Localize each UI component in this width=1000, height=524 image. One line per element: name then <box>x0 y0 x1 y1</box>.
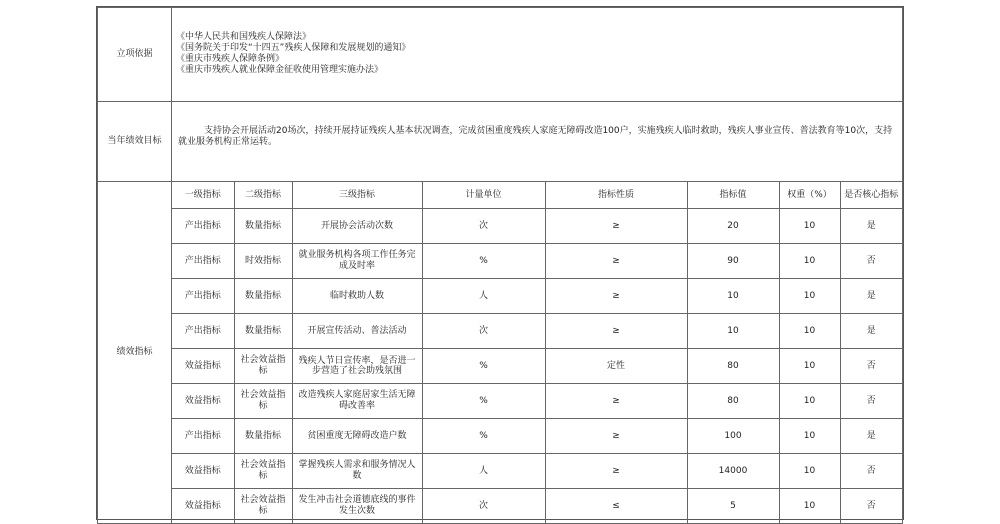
cell-unit: % <box>422 384 545 419</box>
cell-level2: 数量指标 <box>234 314 292 349</box>
target-content <box>172 102 903 182</box>
cell-weight: 10 <box>779 279 840 314</box>
cell-core: 否 <box>840 454 902 489</box>
table-row <box>172 209 902 244</box>
cell-value: 10 <box>687 279 779 314</box>
cell-core: 否 <box>840 349 902 384</box>
cell-level2: 社会效益指标 <box>234 384 292 419</box>
basis-line: 《中华人民共和国残疾人保障法》 <box>176 32 312 42</box>
cell-level2: 数量指标 <box>234 279 292 314</box>
cell-unit: 人 <box>422 279 545 314</box>
cell-weight: 10 <box>779 489 840 524</box>
cell-value: 80 <box>687 349 779 384</box>
cell-weight: 10 <box>779 454 840 489</box>
cell-level3: 掌握残疾人需求和服务情况人数 <box>292 454 422 489</box>
cell-weight: 10 <box>779 349 840 384</box>
header-level1: 一级指标 <box>172 182 234 209</box>
header-nature: 指标性质 <box>545 182 687 209</box>
cell-unit: 次 <box>422 314 545 349</box>
cell-unit: % <box>422 349 545 384</box>
header-unit: 计量单位 <box>422 182 545 209</box>
performance-table <box>97 7 903 524</box>
cell-weight: 10 <box>779 209 840 244</box>
header-value: 指标值 <box>687 182 779 209</box>
cell-level3: 贫困重度无障碍改造户数 <box>292 419 422 454</box>
cell-level1: 产出指标 <box>172 279 234 314</box>
cell-nature: ≥ <box>545 244 687 279</box>
cell-nature: ≥ <box>545 279 687 314</box>
basis-row <box>98 8 903 102</box>
cell-level2: 社会效益指标 <box>234 489 292 524</box>
cell-level2: 社会效益指标 <box>234 454 292 489</box>
cell-unit: 人 <box>422 454 545 489</box>
cell-level1: 效益指标 <box>172 349 234 384</box>
cell-level3: 改造残疾人家庭居家生活无障碍改善率 <box>292 384 422 419</box>
indicators-label: 绩效指标 <box>98 182 172 524</box>
header-level3: 三级指标 <box>292 182 422 209</box>
cell-core: 否 <box>840 489 902 524</box>
basis-line: 《重庆市残疾人就业保障金征收使用管理实施办法》 <box>176 65 384 75</box>
table-row <box>172 279 902 314</box>
cell-value: 5 <box>687 489 779 524</box>
metrics-table <box>172 182 902 523</box>
cell-unit: 次 <box>422 489 545 524</box>
basis-label: 立项依据 <box>98 8 172 102</box>
cell-level3: 开展协会活动次数 <box>292 209 422 244</box>
cell-core: 是 <box>840 314 902 349</box>
cell-weight: 10 <box>779 244 840 279</box>
cell-level2: 数量指标 <box>234 419 292 454</box>
cell-level1: 产出指标 <box>172 419 234 454</box>
cell-level1: 效益指标 <box>172 384 234 419</box>
cell-level3: 发生冲击社会道德底线的事件发生次数 <box>292 489 422 524</box>
table-row <box>172 454 902 489</box>
metrics-header-row <box>172 182 902 209</box>
cell-level3: 就业服务机构各项工作任务完成及时率 <box>292 244 422 279</box>
cell-value: 100 <box>687 419 779 454</box>
table-row <box>172 314 902 349</box>
cell-unit: % <box>422 244 545 279</box>
cell-unit: % <box>422 419 545 454</box>
cell-level2: 数量指标 <box>234 209 292 244</box>
cell-weight: 10 <box>779 384 840 419</box>
cell-level2: 社会效益指标 <box>234 349 292 384</box>
header-core: 是否核心指标 <box>840 182 902 209</box>
basis-content <box>172 8 903 102</box>
cell-core: 否 <box>840 384 902 419</box>
cell-level1: 效益指标 <box>172 454 234 489</box>
header-weight: 权重（%） <box>779 182 840 209</box>
cell-unit: 次 <box>422 209 545 244</box>
cell-nature: ≥ <box>545 419 687 454</box>
table-row <box>172 244 902 279</box>
cell-level1: 效益指标 <box>172 489 234 524</box>
cell-weight: 10 <box>779 419 840 454</box>
target-row <box>98 102 903 182</box>
cell-level1: 产出指标 <box>172 314 234 349</box>
cell-value: 14000 <box>687 454 779 489</box>
cell-weight: 10 <box>779 314 840 349</box>
table-row <box>172 349 902 384</box>
target-text: 支持协会开展活动20场次，持续开展持证残疾人基本状况调查，完成贫困重度残疾人家庭无障碍改造100户，实施残疾人临时救助，残疾人事业宣传、普法教育等10次，支持就业服务机构正常运转。 <box>178 126 893 147</box>
cell-value: 90 <box>687 244 779 279</box>
basis-line: 《国务院关于印发“十四五”残疾人保障和发展规划的通知》 <box>176 43 411 53</box>
cell-value: 80 <box>687 384 779 419</box>
cell-nature: ≤ <box>545 489 687 524</box>
cell-value: 10 <box>687 314 779 349</box>
cell-core: 是 <box>840 209 902 244</box>
table-row <box>172 489 902 524</box>
header-level2: 二级指标 <box>234 182 292 209</box>
cell-nature: ≥ <box>545 454 687 489</box>
indicators-row <box>98 182 903 524</box>
cell-core: 是 <box>840 279 902 314</box>
indicators-content <box>172 182 903 524</box>
cell-level2: 时效指标 <box>234 244 292 279</box>
cell-nature: ≥ <box>545 384 687 419</box>
target-label: 当年绩效目标 <box>98 102 172 182</box>
cell-level3: 残疾人节日宣传率，是否进一步营造了社会助残氛围 <box>292 349 422 384</box>
cell-level3: 临时救助人数 <box>292 279 422 314</box>
table-row <box>172 419 902 454</box>
cell-core: 是 <box>840 419 902 454</box>
performance-sheet <box>96 6 904 520</box>
cell-nature: 定性 <box>545 349 687 384</box>
cell-level3: 开展宣传活动、普法活动 <box>292 314 422 349</box>
cell-level1: 产出指标 <box>172 244 234 279</box>
cell-core: 否 <box>840 244 902 279</box>
cell-level1: 产出指标 <box>172 209 234 244</box>
table-row <box>172 384 902 419</box>
basis-line: 《重庆市残疾人保障条例》 <box>176 54 285 64</box>
cell-value: 20 <box>687 209 779 244</box>
cell-nature: ≥ <box>545 314 687 349</box>
cell-nature: ≥ <box>545 209 687 244</box>
